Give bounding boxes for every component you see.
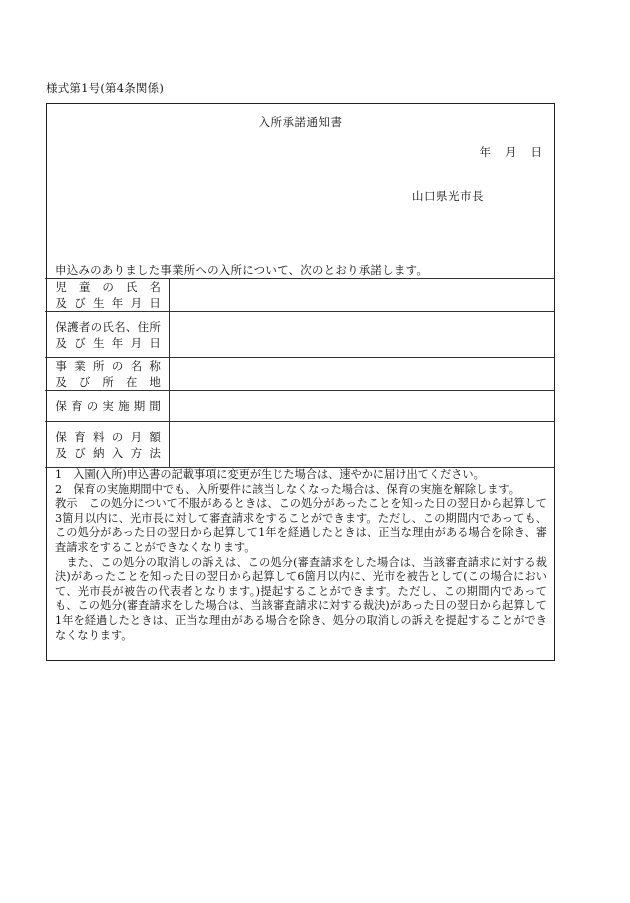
field-label-guardian xyxy=(45,312,169,358)
field-table xyxy=(45,278,554,468)
date-month-label: 月 xyxy=(505,145,517,159)
date-line xyxy=(480,144,543,160)
field-label-line: 及び生年月日 xyxy=(55,335,161,350)
field-label-line: 及び生年月日 xyxy=(55,296,161,310)
field-label-fee xyxy=(45,422,169,468)
intro-text: 申込みのありました事業所への入所について、次のとおり承諾します。 xyxy=(55,263,429,277)
notice-frame xyxy=(46,103,555,661)
field-value-guardian[interactable] xyxy=(169,312,554,358)
note-1: 1 入園(入所)申込書の記載事項に変更が生じた場合は、速やかに届け出てください。 xyxy=(55,468,485,481)
date-year-label: 年 xyxy=(479,145,491,159)
field-row-child xyxy=(45,279,554,312)
field-row-period xyxy=(45,391,554,422)
field-label-line: 保育の実施期間 xyxy=(55,399,161,413)
form-number: 様式第1号(第4条関係) xyxy=(46,81,165,95)
date-day-label: 日 xyxy=(530,145,542,159)
field-label-line: 事業所の名称 xyxy=(55,359,161,373)
field-label-line: 及び所在地 xyxy=(55,375,161,389)
field-label-line: 及び納入方法 xyxy=(55,445,161,460)
field-value-facility[interactable] xyxy=(169,358,554,391)
field-label-child xyxy=(45,279,169,312)
note-2: 2 保育の実施期間中でも、入所要件に該当しなくなった場合は、保育の実施を解除します。 xyxy=(55,482,520,496)
field-value-period[interactable] xyxy=(169,391,554,422)
field-label-line: 保護者の氏名、住所 xyxy=(55,319,161,334)
field-label-period xyxy=(45,391,169,422)
field-value-child[interactable] xyxy=(169,279,554,312)
notes-section xyxy=(55,468,547,643)
field-label-line: 保育料の月額 xyxy=(55,429,161,444)
field-value-fee[interactable] xyxy=(169,422,554,468)
field-row-fee xyxy=(45,422,554,468)
document-title: 入所承諾通知書 xyxy=(258,115,343,129)
instruction-lawsuit: また、この処分の取消しの訴えは、この処分(審査請求をした場合は、当該審査請求に対する裁決)があったことを知った日の翌日から起算して6箇月以内に、光市を被告として(この場合において、光市長が被告の代表者となります。)提起することができます。ただし、この期間内であっても、この処分(審査請求をした場合は、当該審査請求に対する裁決)があった日の翌日から起算して1年を経過したときは、正当な理由がある場合を除き、処分の取消しの訴えを提起することができなくなります。 xyxy=(55,555,547,642)
instruction-review: 教示 この処分について不服があるときは、この処分があったことを知った日の翌日から起算して3箇月以内に、光市長に対して審査請求をすることができます。ただし、この期間内であっても、この処分があった日の翌日から起算して1年を経過したときは、正当な理由がある場合を除き、審査請求をすることができなくなります。 xyxy=(55,497,547,554)
issuer-name: 山口県光市長 xyxy=(412,189,484,203)
field-row-guardian xyxy=(45,312,554,358)
field-label-line: 児童の氏名 xyxy=(55,280,161,294)
field-row-facility xyxy=(45,358,554,391)
field-label-facility xyxy=(45,358,169,391)
